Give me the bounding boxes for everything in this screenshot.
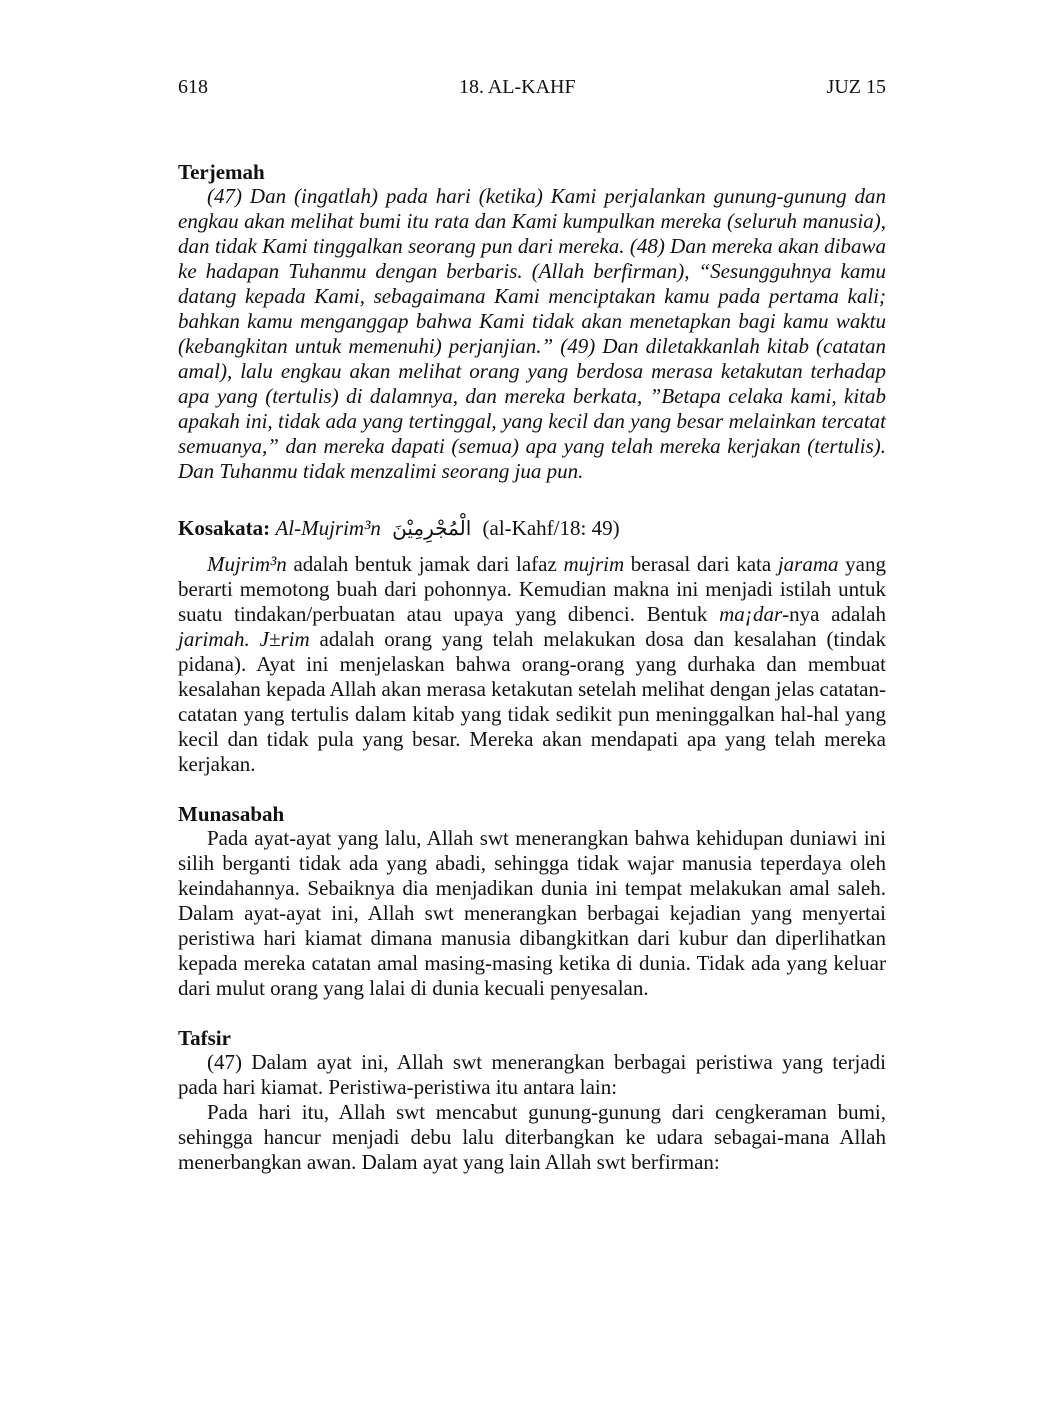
- document-page: [178, 74, 886, 1175]
- kosakata-term: Al-Mujrim³n: [275, 516, 381, 540]
- munasabah-heading: Munasabah: [178, 802, 285, 826]
- kosakata-text: [178, 552, 886, 777]
- kosakata-text-part: -nya adalah: [782, 602, 886, 626]
- kosakata-text-part: adalah bentuk jamak dari lafaz: [286, 552, 564, 576]
- tafsir-section: [178, 1026, 886, 1175]
- kosakata-text-part: mujrim: [563, 552, 625, 576]
- kosakata-text-part: Mujrim³n: [207, 552, 287, 576]
- kosakata-section: [178, 514, 886, 777]
- kosakata-reference: (al-Kahf/18: 49): [482, 516, 620, 540]
- page-header: [178, 74, 886, 100]
- page-number: 618: [178, 76, 208, 98]
- munasabah-section: [178, 802, 886, 1001]
- arabic-term: الْمُجْرِمِيْنَ: [392, 516, 472, 540]
- kosakata-label: Kosakata:: [178, 516, 271, 540]
- kosakata-text-part: ma¡dar: [719, 602, 783, 626]
- kosakata-text-part: yang berarti memotong buah dari pohonnya. Kemudian makna ini menjadi istilah untuk suatu tindakan/perbuatan atau upaya yang dibenci. Bentuk: [178, 552, 887, 626]
- kosakata-text-part: adalah orang yang telah melakukan dosa dan kesalahan (tindak pidana). Ayat ini menjelaskan bahwa orang-orang yang durhaka dan membuat kesalahan kepada Allah akan merasa ketakutan setelah melihat dengan jelas catatan-catatan yang tertulis dalam kitab yang tidak sedikit pun meninggalkan hal-hal yang kecil dan tidak pula yang besar. Mereka akan mendapati apa yang telah mereka kerjakan.: [178, 627, 886, 776]
- kosakata-text-part: jarimah. J±rim: [178, 627, 310, 651]
- munasabah-text: Pada ayat-ayat yang lalu, Allah swt menerangkan bahwa kehidupan duniawi ini silih berganti tidak ada yang abadi, sehingga tidak wajar manusia teperdaya oleh keindahannya. Sebaiknya dia menjadikan dunia ini tempat melakukan amal saleh. Dalam ayat-ayat ini, Allah swt menerangkan berbagai kejadian yang menyertai peristiwa hari kiamat dimana manusia dibangkitkan dari kubur dan diperlihatkan kepada mereka catatan amal masing-masing ketika di dunia. Tidak ada yang keluar dari mulut orang yang lalai di dunia kecuali penyesalan.: [178, 826, 886, 1000]
- kosakata-heading-line: [178, 514, 886, 542]
- juz-label: JUZ 15: [826, 76, 886, 98]
- terjemah-section: [178, 160, 886, 484]
- terjemah-heading: Terjemah: [178, 160, 265, 184]
- kosakata-text-part: berasal dari kata: [624, 552, 778, 576]
- surah-title: 18. AL-KAHF: [458, 76, 576, 98]
- kosakata-text-part: jarama: [777, 552, 839, 576]
- terjemah-text: (47) Dan (ingatlah) pada hari (ketika) Kami perjalankan gunung-gunung dan engkau akan melihat bumi itu rata dan Kami kumpulkan mereka (seluruh manusia), dan tidak Kami tinggalkan seorang pun dari mereka. (48) Dan mereka akan dibawa ke hadapan Tuhanmu dengan berbaris. (Allah berfirman), “Sesungguhnya kamu datang kepada Kami, sebagaimana Kami menciptakan kamu pada pertama kali; bahkan kamu menganggap bahwa Kami tidak akan menetapkan bagi kamu waktu (kebangkitan untuk memenuhi) perjanjian.” (49) Dan diletakkanlah kitab (catatan amal), lalu engkau akan melihat orang yang berdosa merasa ketakutan terhadap apa yang (tertulis) di dalamnya, dan mereka berkata, ”Betapa celaka kami, kitab apakah ini, tidak ada yang tertinggal, yang kecil dan yang besar melainkan tercatat semuanya,” dan mereka dapati (semua) apa yang telah mereka kerjakan (tertulis). Dan Tuhanmu tidak menzalimi seorang jua pun.: [178, 184, 886, 483]
- tafsir-paragraph-2: Pada hari itu, Allah swt mencabut gunung-gunung dari cengkeraman bumi, sehingga hancur menjadi debu lalu diterbangkan ke udara sebagai-mana Allah menerbangkan awan. Dalam ayat yang lain Allah swt berfirman:: [178, 1100, 886, 1174]
- tafsir-paragraph-1: (47) Dalam ayat ini, Allah swt menerangkan berbagai peristiwa yang terjadi pada hari kiamat. Peristiwa-peristiwa itu antara lain:: [178, 1050, 886, 1099]
- tafsir-heading: Tafsir: [178, 1026, 231, 1050]
